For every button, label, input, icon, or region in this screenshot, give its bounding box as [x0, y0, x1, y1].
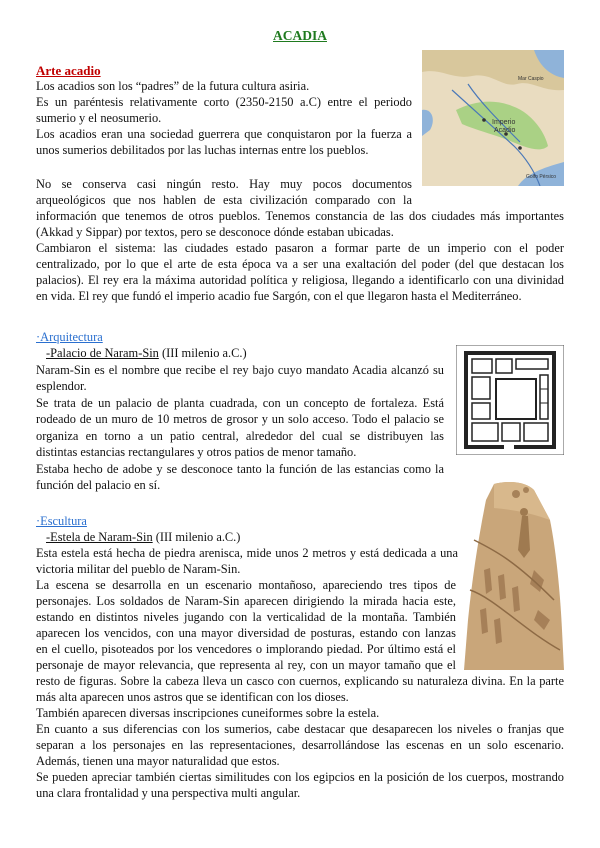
escultura-line: una clara frontalidad y una perspectiva multi angular. — [36, 786, 301, 800]
subheading-palacio — [46, 346, 247, 362]
intro-line: información que tenemos de otros pueblos. Tenemos constancia de las dos ciudades más importantes — [36, 209, 564, 223]
map-label: Imperio — [492, 119, 516, 126]
escultura-line: resto de figuras. Sobre la cabeza lleva un casco con cuernos, explicando su naturaleza divina. En la parte — [36, 674, 564, 688]
section-heading-arte-acadio: Arte acadio — [36, 63, 101, 78]
subheading-palacio-title: -Palacio de Naram-Sin — [46, 346, 159, 360]
intro-line: Los acadios son los “padres” de la futura cultura asiria. — [36, 79, 310, 93]
escultura-line: personajes. Los soldados de Naram-Sin aparecen dirigiendo la mirada hacia este, — [36, 594, 456, 608]
escultura-line: estando en distintos niveles jugando con la verticalidad de la montaña. También — [36, 610, 456, 624]
map-label: Golfo Pérsico — [526, 174, 557, 180]
intro-line: arqueológicos que nos hablen de esta civilización comparado con la — [36, 193, 412, 207]
escultura-line: En cuanto a sus diferencias con los sumerios, cabe destacar que desaparecen los niveles o franjas que — [36, 722, 564, 736]
arquitectura-line: distintas estancias rectangulares y otros patios de menor tamaño. — [36, 445, 357, 459]
intro-line: palacios). El rey era la máxima autoridad política y religiosa, llegando a identificarlo con una divinidad — [36, 273, 564, 287]
intro-line: unos sumerios debilitados por las luchas internas entre los pueblos. — [36, 143, 369, 157]
intro-line: Cambiaron el sistema: las ciudades estado pasaron a formar parte de un imperio con el poder — [36, 241, 564, 255]
subheading-palacio-date: (III milenio a.C.) — [158, 346, 247, 360]
escultura-line: separan a los personajes en las representaciones, desarrollándose las escenas en un solo escenario. — [36, 738, 564, 752]
arquitectura-line: Estaba hecho de adobe y se desconoce tanto la función de las estancias como la — [36, 462, 444, 476]
arquitectura-line: función del palacio en sí. — [36, 478, 161, 492]
escultura-line: Se pueden apreciar también ciertas similitudes con los egipcios en la posición de los cuerpos, mostrando — [36, 770, 564, 784]
arquitectura-line: esplendor. — [36, 379, 87, 393]
escultura-line: personaje de mayor relevancia, que representa al rey, con un mayor tamaño que el — [36, 658, 456, 672]
map-label: Mar Caspio — [518, 76, 544, 82]
subheading-estela-title: -Estela de Naram-Sin — [46, 530, 153, 544]
escultura-line: victoria militar del pueblo de Naram-Sin. — [36, 562, 241, 576]
palace-floor-plan-image — [456, 345, 564, 455]
subheading-estela-date: (III milenio a.C.) — [152, 530, 241, 544]
arquitectura-line: organiza en torno a un patio central, alrededor del cual se distribuyen las — [36, 429, 444, 443]
escultura-line: Esta estela está hecha de piedra arenisca, mide unos 2 metros y está dedicada a una — [36, 546, 458, 560]
escultura-line: en el cuello, pisoteados por los vencedores o implorando piedad. Por último está el — [36, 642, 456, 656]
subheading-estela — [46, 530, 240, 546]
escultura-line: La escena se desarrolla en un escenario montañoso, apareciendo tres tipos de — [36, 578, 456, 592]
escultura-line: más alta aparecen unos astros que se identifican con los dioses. — [36, 690, 349, 704]
intro-line: No se conserva casi ningún resto. Hay muy pocos documentos — [36, 177, 412, 191]
intro-line: Los acadios eran una sociedad guerrera que conquistaron por la fuerza a — [36, 127, 412, 141]
intro-line: Es un paréntesis relativamente corto (2350-2150 a.C) entre el periodo — [36, 95, 412, 109]
escultura-line: Además, tienen una mayor naturalidad que estos. — [36, 754, 280, 768]
escultura-line: También aparecen diversas inscripciones cuneiformes sobre la estela. — [36, 706, 380, 720]
arquitectura-line: rodeado de un muro de 10 metros de grosor y un solo acceso. Todo el palacio se — [36, 412, 444, 426]
section-heading-arquitectura: ·Arquitectura — [36, 330, 103, 344]
intro-line: en vida. El rey que fundó el imperio acadio fue Sargón, con el que llegaron hasta el Mediterráneo. — [36, 289, 522, 303]
arquitectura-line: Se trata de un palacio de planta cuadrada, con un concepto de fortaleza. Está — [36, 396, 444, 410]
escultura-line: aparecen los vencidos, con una mayor diversidad de posturas, estando con lanzas — [36, 626, 456, 640]
map-label: Acadio — [494, 127, 516, 134]
arquitectura-line: Naram-Sin es el nombre que recibe el rey bajo cuyo mandato Acadia alcanzó su — [36, 363, 444, 377]
section-heading-escultura: ·Escultura — [36, 514, 87, 528]
stele-of-naram-sin-image — [464, 480, 564, 670]
intro-line: centralizado, por lo que el arte de esta época va a ser una exaltación del poder (del que destacan los — [36, 257, 564, 271]
intro-line: (Akkad y Sippar) por textos, pero se desconoce dónde estaban ubicadas. — [36, 225, 394, 239]
akkad-empire-map-image — [422, 50, 564, 186]
intro-line: sumerio y el neosumerio. — [36, 111, 162, 125]
page-title: ACADIA — [273, 28, 327, 43]
